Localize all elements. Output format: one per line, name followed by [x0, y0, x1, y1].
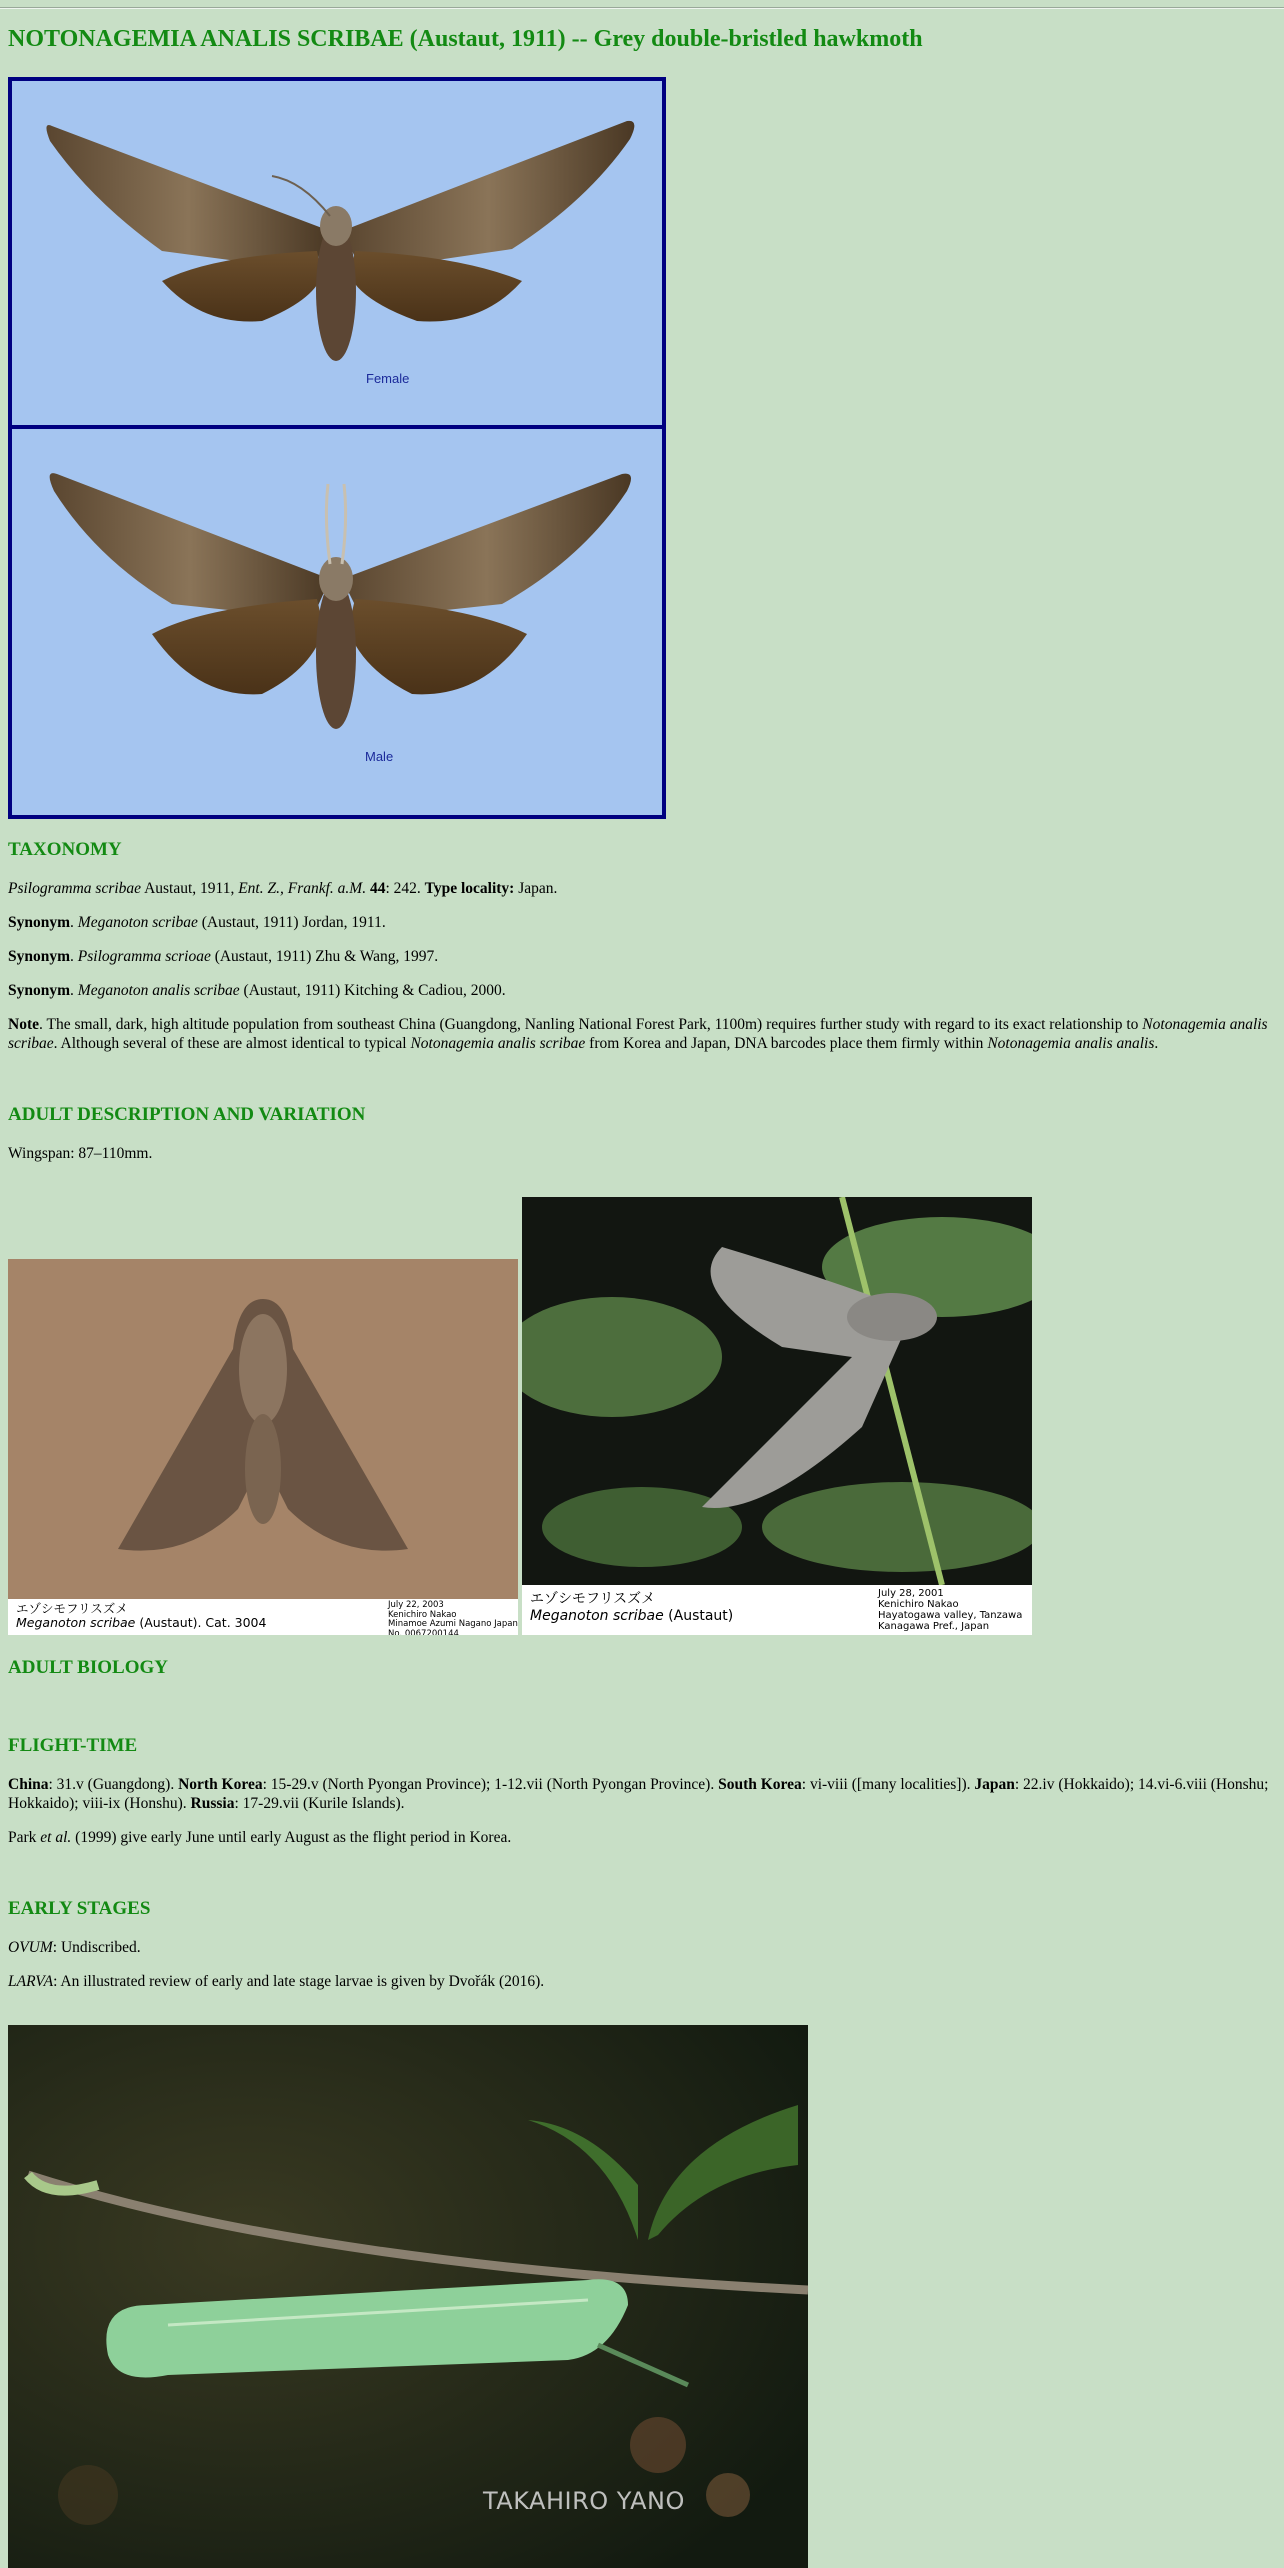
male-label: Male — [365, 749, 394, 764]
ovum-text: OVUM: Undiscribed. — [8, 1939, 141, 1956]
male-specimen-panel — [12, 429, 662, 815]
taxonomy-heading: TAXONOMY — [8, 839, 122, 860]
flight-period-note: Park et al. (1999) give early June until early August as the flight period in Korea. — [8, 1829, 512, 1846]
female-specimen-panel — [12, 81, 662, 425]
early-stages-heading: EARLY STAGES — [8, 1898, 151, 1919]
flight-time-heading: FLIGHT-TIME — [8, 1735, 138, 1756]
top-rule — [0, 7, 1284, 9]
adult-photo-left — [8, 1259, 518, 1635]
synonym-1: Synonym. Meganoton scribae (Austaut, 1911) Jordan, 1911. — [8, 914, 386, 931]
specimen-plate — [8, 77, 666, 819]
original-name: Psilogramma scribae — [8, 880, 142, 897]
larva-text: LARVA: An illustrated review of early and late stage larvae is given by Dvořák (2016). — [8, 1973, 545, 1990]
adult-photo-left-caption: エゾシモフリスズメ Meganoton scribae (Austaut). Cat. 3004 July 22, 2003 Kenichiro Nakao Minamoe Azumi Nagano Japan No. 0067200144 — [8, 1599, 518, 1635]
wingspan: Wingspan: 87–110mm. — [8, 1145, 153, 1162]
original-description: Psilogramma scribae Austaut, 1911, Ent. Z., Frankf. a.M. 44: 242. Type locality: Japan. — [8, 880, 558, 897]
caterpillar-on-twig-image — [8, 2025, 808, 2568]
adult-photo-right-caption: エゾシモフリスズメ Meganoton scribae (Austaut) July 28, 2001 Kenichiro Nakao Hayatogawa valley, Tanzawa Kanagawa Pref., Japan — [522, 1585, 1032, 1635]
taxonomy-note: Note. The small, dark, high altitude population from southeast China (Guangdong, Nanling National Forest Park, 1100m) requires further study with regard to its exact relationship to Notonagemia analis scribae. Although several of these are almost identical to typical Notonagemia analis scribae from Korea and Japan, DNA barcodes place them firmly within Notonagemia analis analis. — [8, 1016, 1268, 1052]
adult-biology-heading: ADULT BIOLOGY — [8, 1657, 168, 1678]
synonym-3: Synonym. Meganoton analis scribae (Austaut, 1911) Kitching & Cadiou, 2000. — [8, 982, 506, 999]
adult-photo-right — [522, 1197, 1032, 1635]
female-moth-image — [12, 81, 662, 425]
synonym-2: Synonym. Psilogramma scrioae (Austaut, 1911) Zhu & Wang, 1997. — [8, 948, 439, 965]
female-label: Female — [366, 371, 410, 386]
flight-records: China: 31.v (Guangdong). North Korea: 15-29.v (North Pyongan Province); 1-12.vii (North Pyongan Province). South Korea: vi-viii ([many localities]). Japan: 22.iv (Hokkaido); 14.vi-6.viii (Honshu; Hokkaido); viii-ix (Honshu). Russia: 17-29.vii (Kurile Islands). — [8, 1776, 1269, 1812]
adult-moth-on-wall-image — [8, 1259, 518, 1599]
photo-watermark: TAKAHIRO YANO — [483, 2487, 685, 2515]
adult-moth-on-leaves-image — [522, 1197, 1032, 1585]
male-moth-image — [12, 429, 662, 815]
larva-photo — [8, 2025, 808, 2568]
page-title: NOTONAGEMIA ANALIS SCRIBAE (Austaut, 1911) -- Grey double-bristled hawkmoth — [8, 26, 923, 52]
adult-description-heading: ADULT DESCRIPTION AND VARIATION — [8, 1104, 366, 1125]
